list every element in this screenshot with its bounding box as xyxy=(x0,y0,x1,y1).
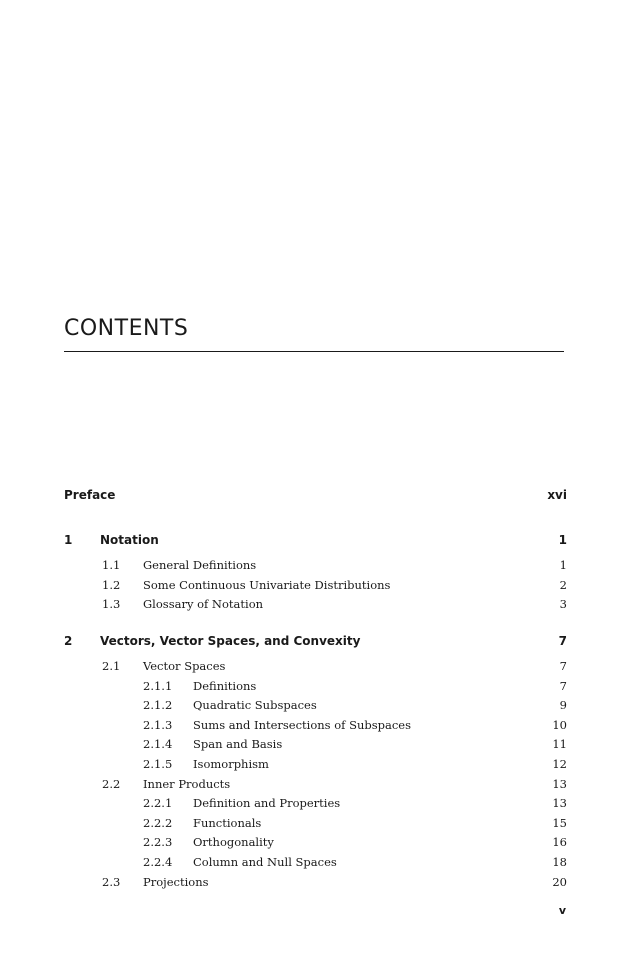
toc-entry-title: Orthogonality xyxy=(193,835,274,850)
toc-entry-title: Column and Null Spaces xyxy=(193,855,337,869)
toc-entry-number: 2.2.4 xyxy=(143,855,173,869)
toc-entry-page: 7 xyxy=(558,634,567,648)
toc-entry-number: 2.3 xyxy=(102,874,121,889)
toc-section xyxy=(0,777,630,795)
toc-entry-page: 7 xyxy=(559,659,567,673)
toc-entry-page: xvi xyxy=(547,488,567,502)
toc-entry-title: Preface xyxy=(64,488,116,502)
toc-subsection xyxy=(0,718,630,736)
toc-entry-page: 20 xyxy=(552,874,567,889)
toc-entry-number: 2.1.4 xyxy=(143,737,173,752)
toc-entry-title: Inner Products xyxy=(143,776,231,791)
toc-entry-page: 2 xyxy=(559,577,567,592)
toc-entry-number: 1.2 xyxy=(102,577,121,592)
toc-entry-number: 2.1.1 xyxy=(143,678,173,693)
title-rule xyxy=(64,351,564,352)
toc-section xyxy=(0,597,630,615)
toc-entry-number: 2.1.2 xyxy=(143,698,173,713)
toc-entry-number: 1.3 xyxy=(102,597,121,612)
toc-entry-title: Vector Spaces xyxy=(143,659,226,673)
toc-entry-title: General Definitions xyxy=(143,558,257,572)
toc-entry-number: 2.2.2 xyxy=(143,815,173,830)
toc-entry-number: 2.2 xyxy=(102,776,121,791)
toc-entry-page: 1 xyxy=(559,558,567,572)
toc-entry-title: Quadratic Subspaces xyxy=(193,698,317,713)
toc-preface xyxy=(0,488,630,506)
toc-entry-page: 13 xyxy=(552,776,567,791)
toc-entry-page: 13 xyxy=(552,796,567,811)
toc-section xyxy=(0,578,630,596)
toc-entry-page: 10 xyxy=(552,717,567,732)
toc-entry-page: 15 xyxy=(552,815,567,830)
toc-subsection xyxy=(0,816,630,834)
toc-entry-title: Definitions xyxy=(193,678,257,693)
toc-entry-number: 2.2.1 xyxy=(143,796,173,811)
page-title: CONTENTS xyxy=(64,316,189,341)
toc-entry-number: 2.1 xyxy=(102,659,121,673)
toc-subsection xyxy=(0,855,630,873)
toc-chapter xyxy=(0,533,630,551)
toc-entry-page: 18 xyxy=(552,855,567,869)
toc-entry-number: 1.1 xyxy=(102,558,121,572)
toc-entry-page: 9 xyxy=(559,698,567,713)
toc-entry-title: Some Continuous Univariate Distributions xyxy=(143,577,391,592)
toc-entry-page: 7 xyxy=(559,678,567,693)
toc-subsection xyxy=(0,679,630,697)
toc-entry-title: Span and Basis xyxy=(193,737,283,752)
toc-section xyxy=(0,558,630,576)
toc-entry-title: Glossary of Notation xyxy=(143,597,264,612)
toc-entry-title: Vectors, Vector Spaces, and Convexity xyxy=(100,634,361,648)
toc-chapter xyxy=(0,634,630,652)
toc-subsection xyxy=(0,757,630,775)
toc-entry-number: 1 xyxy=(64,533,73,547)
toc-entry-number: 2.1.5 xyxy=(143,757,173,771)
toc-entry-title: Functionals xyxy=(193,815,262,830)
toc-entry-number: 2.1.3 xyxy=(143,717,173,732)
toc-section xyxy=(0,875,630,893)
toc-subsection xyxy=(0,737,630,755)
toc-entry-title: Isomorphism xyxy=(193,757,269,771)
toc-entry-number: 2.2.3 xyxy=(143,835,173,850)
toc-entry-title: Projections xyxy=(143,874,209,889)
toc-entry-page: 16 xyxy=(552,835,567,850)
toc-subsection xyxy=(0,698,630,716)
toc-entry-title: Notation xyxy=(100,533,159,547)
toc-entry-page: 11 xyxy=(552,737,567,752)
toc-entry-number: 2 xyxy=(64,634,73,648)
toc-entry-page: 3 xyxy=(559,597,567,612)
page-number: v xyxy=(558,904,566,917)
toc-entry-title: Sums and Intersections of Subspaces xyxy=(193,717,411,732)
toc-entry-page: 1 xyxy=(558,533,567,547)
toc-section xyxy=(0,659,630,677)
toc-entry-page: 12 xyxy=(552,757,567,771)
toc-entry-title: Definition and Properties xyxy=(193,796,341,811)
toc-subsection xyxy=(0,796,630,814)
toc-subsection xyxy=(0,835,630,853)
